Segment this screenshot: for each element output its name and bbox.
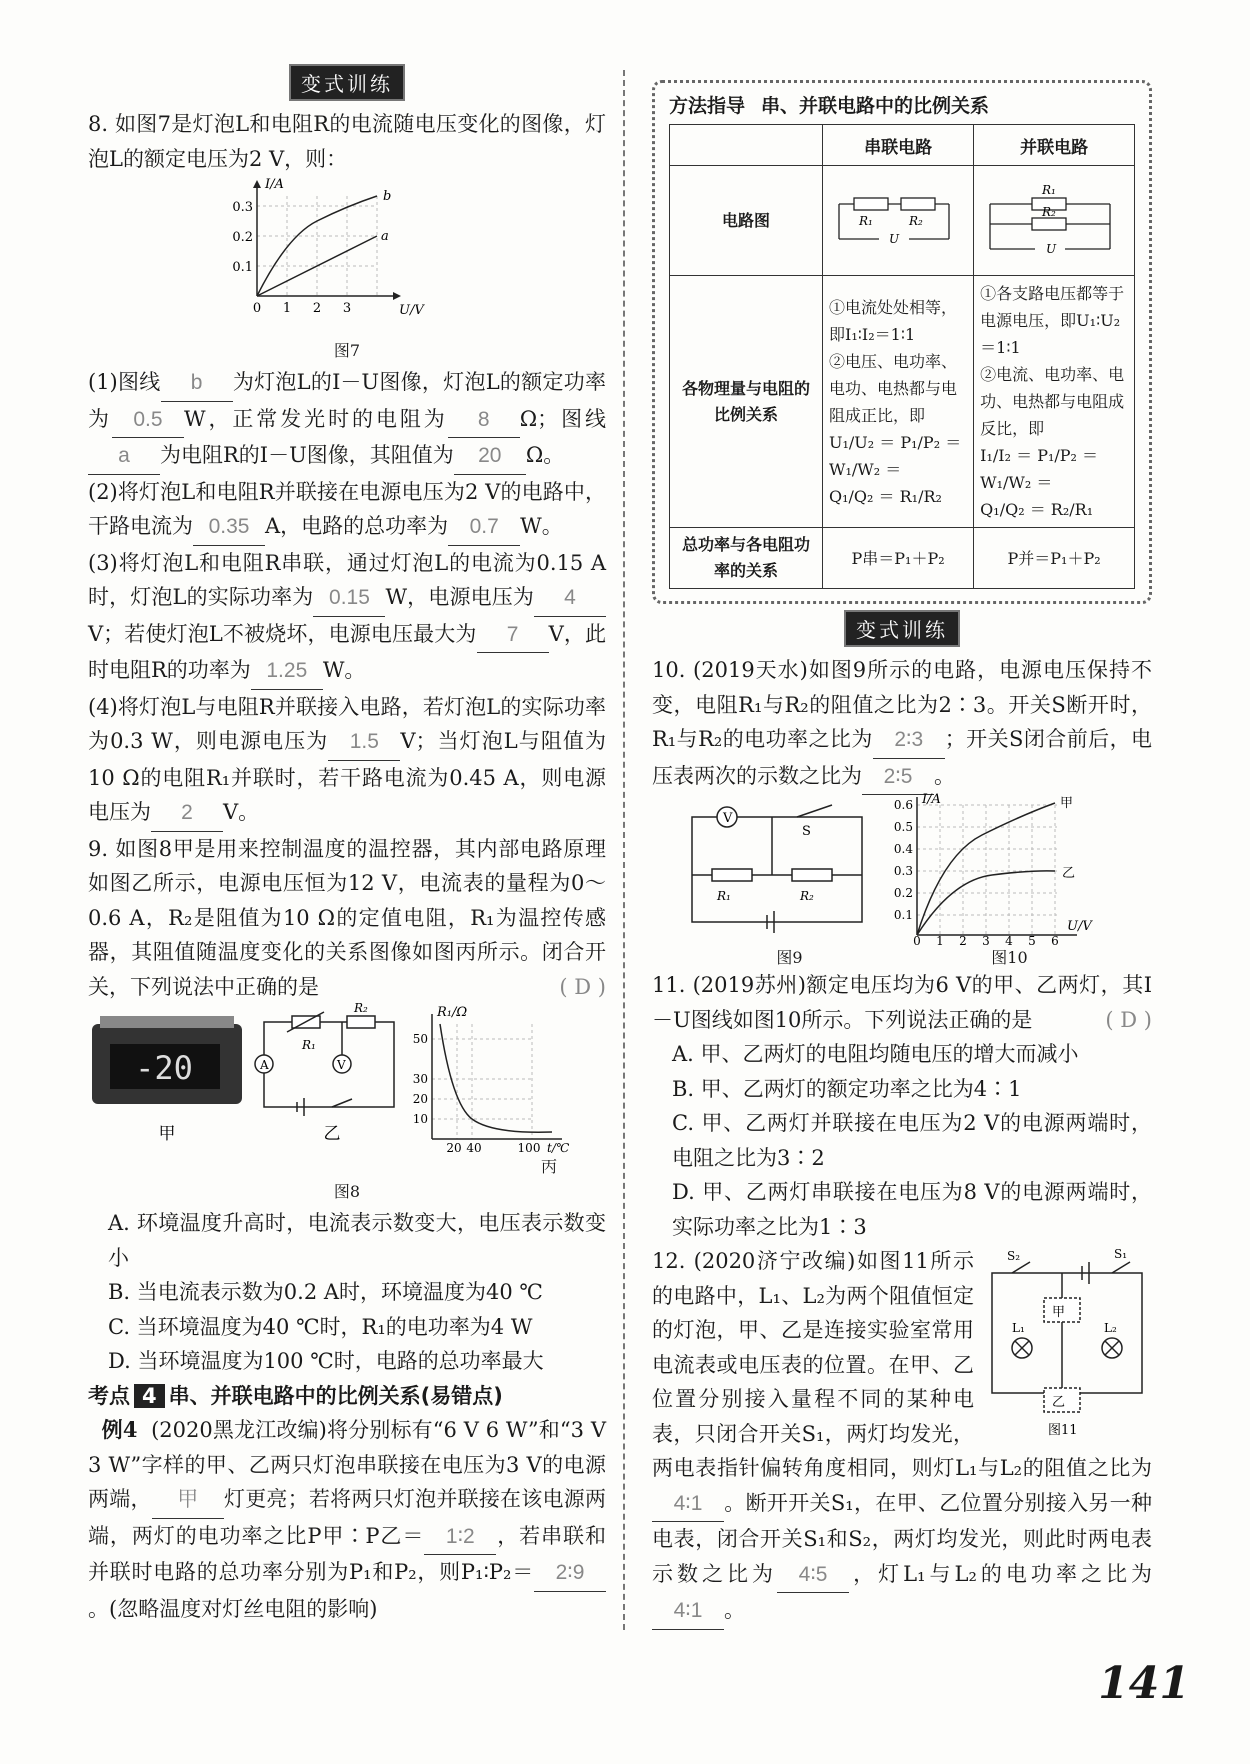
q12-stem: 12. (2020济宁改编)如图11所示的电路中，L₁、L₂为两个阻值恒定的灯泡，甲、乙是连接实验室常用电流表或电压表的位置。在甲、乙位置分别接入量程不同的某种电表，只闭合开关S₁，两灯均发光，两电表指针偏转角度相同，则灯L₁与L₂的阻值之比为4∶1 。断开开关S₁，在甲、乙位置分别接入另一种电表，闭合开关S₁和S₂，两灯均发光，则此时两电表示数之比为 4∶5 ，灯L₁与L₂的电功率之比为4∶1 。 [652, 1244, 1152, 1630]
fig8-xtick: 100 [517, 1141, 541, 1155]
q8-part3: (3)将灯泡L和电阻R串联，通过灯泡L的电流为0.15 A时，灯泡L的实际功率为 0.15 W，电源电压为 4V；若使灯泡L不被烧坏，电源电压最大为 7 V，此时电阻R的功率为 1.25 W。 [88, 546, 606, 690]
fig8-ytick: 20 [412, 1092, 428, 1106]
section-title-2: 变式训练 [652, 610, 1152, 647]
fig8 [92, 1001, 602, 1155]
fig7-ylabel: I/A [265, 177, 284, 192]
fig11-l1: L₁ [1012, 1321, 1025, 1335]
fig7-xlabel: U/V [399, 303, 424, 318]
series-u: U [889, 231, 900, 246]
fig8-label-yi: 乙 [323, 1124, 341, 1144]
fig10-ytick: 0.2 [893, 886, 913, 900]
fig8-xlabel: t/℃ [547, 1141, 570, 1155]
fig7-line-a: a [381, 229, 389, 244]
fig10-jia: 甲 [1060, 796, 1074, 811]
fig10-xtick: 5 [1028, 934, 1036, 948]
q9-option-b: B. 当电流表示数为0.2 A时，环境温度为40 ℃ [108, 1280, 543, 1304]
fig10-ytick: 0.4 [893, 842, 913, 856]
parallel-power: P并＝P₁＋P₂ [974, 528, 1135, 589]
fig9-r2: R₂ [800, 889, 814, 903]
method-guide-header: 方法指导 串、并联电路中的比例关系 [669, 95, 990, 117]
q8-part2: (2)将灯泡L和电阻R并联接在电源电压为2 V的电路中，干路电流为 0.35 A，电路的总功率为 0.7 W。 [88, 475, 606, 546]
q9-stem: 9. 如图8甲是用来控制温度的温控器，其内部电路原理如图乙所示，电源电压恒为12 V，电流表的量程为0～0.6 A，R₂是阻值为10 Ω的定值电阻，R₁为温控传感器，其阻值随温度变化的关系图像如图丙所示。闭合开关，下列说法中正确的是 ( D ) [88, 832, 606, 1005]
fig10-xtick: 3 [982, 934, 990, 948]
q10-stem: 10. (2019天水)如图9所示的电路，电源电压保持不变，电阻R₁与R₂的阻值之比为2∶3。开关S断开时，R₁与R₂的电功率之比为 2∶3 ；开关S闭合前后，电压表两次的示数之比为 2∶5 。 [652, 653, 1152, 795]
row-ratio: 各物理量与电阻的比例关系 [670, 276, 823, 528]
fig7-ytick: 0.3 [232, 200, 253, 215]
fig7-ytick: 0.2 [232, 230, 253, 245]
fig7-xtick: 3 [342, 301, 352, 316]
fig9-r1: R₁ [717, 889, 731, 903]
left-column [88, 60, 606, 1626]
series-power: P串＝P₁＋P₂ [823, 528, 974, 589]
fig8-ytick: 10 [412, 1112, 428, 1126]
fig7-caption: 图7 [333, 341, 361, 360]
q9-option-c: C. 当环境温度为40 ℃时，R₁的电功率为4 W [108, 1314, 533, 1339]
fig8-ylabel: R₁/Ω [437, 1005, 468, 1020]
q9-answer: ( D ) [559, 974, 606, 999]
fig8-ammeter: A [260, 1058, 269, 1072]
q11-option-c: C. 甲、乙两灯并联接在电压为2 V的电源两端时，电阻之比为3∶2 [672, 1111, 1152, 1170]
fig10-xtick: 1 [936, 934, 944, 948]
parallel-ratio: ①各支路电压都等于电源电压，即U₁∶U₂＝1∶1 ②电流、电功率、电功、电热都与电阻成反比，即 I₁/I₂ ＝ P₁/P₂ ＝ W₁/W₂ ＝ Q₁/Q₂ ＝ R₂/R₁ [974, 276, 1135, 528]
col-series: 串联电路 [823, 125, 974, 166]
ratio-table [669, 124, 1135, 589]
q12-block [652, 1244, 1152, 1630]
q9-option-d: D. 当环境温度为100 ℃时，电路的总功率最大 [108, 1349, 544, 1373]
fig10-ylabel: I/A [922, 792, 941, 807]
fig8-xtick: 20 [446, 1141, 462, 1155]
fig8-label-jia: 甲 [158, 1124, 176, 1144]
fig8-r1: R₁ [302, 1038, 316, 1052]
parallel-u: U [1046, 241, 1057, 256]
parallel-r1: R₁ [1042, 182, 1057, 197]
fig8-label-bing: 丙 [540, 1157, 557, 1176]
fig10-yi: 乙 [1062, 866, 1076, 881]
fig8-voltmeter: V [337, 1058, 346, 1072]
q11-answer: ( D ) [1105, 1007, 1152, 1032]
fig8-r2: R₂ [354, 1001, 368, 1015]
fig10-xtick: 2 [959, 934, 967, 948]
series-ratio: ①电流处处相等，即I₁∶I₂＝1∶1 ②电压、电功率、电功、电热都与电阻成正比，即 U₁/U₂ ＝ P₁/P₂ ＝ W₁/W₂ ＝ Q₁/Q₂ ＝ R₁/R₂ [823, 276, 974, 528]
fig10-xtick: 0 [913, 934, 921, 948]
fig7-graph [232, 176, 447, 336]
fig9-caption: 图9 [776, 948, 803, 967]
parallel-circuit [974, 166, 1135, 276]
fig10-ytick: 0.3 [893, 864, 913, 878]
series-r1: R₁ [859, 213, 873, 228]
fig8-ytick: 30 [412, 1072, 428, 1086]
fig11-caption: 图11 [1048, 1423, 1078, 1438]
fig11-l2: L₂ [1104, 1321, 1117, 1335]
q11-stem: 11. (2019苏州)额定电压均为6 V的甲、乙两灯，其I－U图线如图10所示。下列说法正确的是 ( D ) [652, 968, 1152, 1037]
table-corner [670, 125, 823, 166]
thermostat-display: -20 [135, 1049, 193, 1087]
fig8-ytick: 50 [412, 1032, 428, 1046]
fig11-yi: 乙 [1052, 1395, 1066, 1410]
fig10-ytick: 0.6 [893, 798, 913, 812]
fig7-xtick: 0 [252, 301, 262, 316]
q8-part4: (4)将灯泡L与电阻R并联接入电路，若灯泡L的实际功率为0.3 W，则电源电压为 1.5 V；当灯泡L与阻值为10 Ω的电阻R₁并联时，若干路电流为0.45 A，则电源电压为 2 V。 [88, 690, 606, 832]
fig10-xtick: 4 [1005, 934, 1013, 948]
q11-option-b: B. 甲、乙两灯的额定功率之比为4∶1 [672, 1076, 1022, 1101]
fig9-fig10 [682, 792, 1122, 948]
fig9-switch: S [802, 824, 811, 839]
q9-option-a: A. 环境温度升高时，电流表示数变大，电压表示数变小 [108, 1211, 606, 1270]
method-guide-box [652, 80, 1152, 604]
parallel-r2: R₂ [1042, 204, 1057, 219]
section-title: 变式训练 [88, 64, 606, 101]
q11-option-a: A. 甲、乙两灯的电阻均随电压的增大而减小 [672, 1042, 1079, 1066]
fig11-jia: 甲 [1052, 1305, 1066, 1320]
series-r2: R₂ [909, 213, 923, 228]
fig11 [982, 1248, 1152, 1438]
column-divider [623, 70, 625, 1630]
fig10-xtick: 6 [1051, 934, 1059, 948]
series-circuit [823, 166, 974, 276]
page-number: 141 [1098, 1658, 1190, 1709]
fig7-line-b: b [383, 189, 392, 204]
fig7-ytick: 0.1 [232, 260, 253, 275]
fig10-ytick: 0.1 [893, 908, 913, 922]
fig7-xtick: 1 [282, 301, 292, 316]
right-column [652, 80, 1152, 1630]
q11-option-d: D. 甲、乙两灯串联接在电压为8 V的电源两端时，实际功率之比为1∶3 [672, 1180, 1152, 1239]
col-parallel: 并联电路 [974, 125, 1135, 166]
q8-part1: (1)图线 b 为灯泡L的I－U图像，灯泡L的额定功率为 0.5 W，正常发光时的电阻为 8 Ω；图线a 为电阻R的I－U图像，其阻值为 20 Ω。 [88, 365, 606, 475]
fig10-caption: 图10 [991, 948, 1028, 967]
fig7-xtick: 2 [312, 301, 322, 316]
fig11-s1: S₁ [1114, 1247, 1128, 1261]
fig9-voltmeter: V [723, 811, 733, 826]
fig11-s2: S₂ [1007, 1249, 1021, 1263]
fig8-caption: 图8 [333, 1182, 361, 1201]
example-4: 例4 (2020黑龙江改编)将分别标有“6 V 6 W”和“3 V 3 W”字样的甲、乙两只灯泡串联接在电压为3 V的电源两端， 甲 灯更亮；若将两只灯泡并联接在该电源两端，两灯的电功率之比P甲∶P乙＝ 1∶2 ，若串联和并联时电路的总功率分别为P₁和P₂，则P₁∶P₂＝ 2∶9。(忽略温度对灯丝电阻的影响) [88, 1417, 607, 1621]
row-circuit: 电路图 [670, 166, 823, 276]
fig8-xtick: 40 [466, 1141, 482, 1155]
fig10-xlabel: U/V [1067, 919, 1092, 934]
q8-stem: 8. 如图7是灯泡L和电阻R的电流随电压变化的图像，灯泡L的额定电压为2 V，则： [88, 112, 606, 171]
fig10-ytick: 0.5 [893, 820, 913, 834]
row-power: 总功率与各电阻功率的关系 [670, 528, 823, 589]
kaodian-heading: 考点 4 串、并联电路中的比例关系(易错点) [88, 1383, 503, 1408]
